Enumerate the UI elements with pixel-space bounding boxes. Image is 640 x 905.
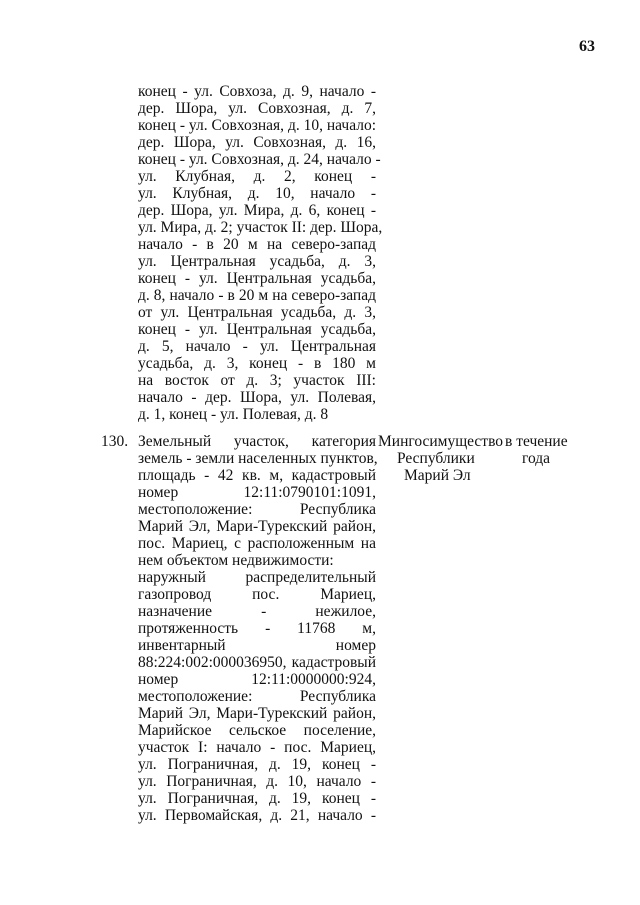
continuation-line: д. 5, начало - ул. Центральная	[138, 338, 376, 355]
description-line: местоположение: Республика	[138, 688, 376, 705]
description-line: газопровод пос. Мариец,	[138, 586, 376, 603]
description-line: инвентарный номер	[138, 637, 376, 654]
description-line: Марийское сельское поселение,	[138, 722, 376, 739]
description-line: протяженность - 11768 м,	[138, 620, 376, 637]
description-line: наружный распределительный	[138, 569, 376, 586]
continuation-line: от ул. Центральная усадьба, д. 3,	[138, 304, 376, 321]
description-line: номер 12:11:0790101:1091,	[138, 484, 376, 501]
description-line: Марий Эл, Мари-Турекский район,	[138, 518, 376, 535]
continuation-line: д. 1, конец - ул. Полевая, д. 8	[138, 406, 329, 423]
continuation-line: ул. Центральная усадьба, д. 3,	[138, 253, 376, 270]
description-line: пос. Мариец, с расположенным на	[138, 535, 376, 552]
continuation-line: конец - ул. Совхоза, д. 9, начало -	[138, 83, 376, 100]
owner-line: Марий Эл	[404, 467, 471, 484]
continuation-line: дер. Шора, ул. Совхозная, д. 7,	[138, 100, 376, 117]
continuation-line: конец - ул. Совхозная, д. 10, начало:	[138, 117, 376, 134]
continuation-line: дер. Шора, ул. Мира, д. 6, конец -	[138, 202, 376, 219]
description-line: нем объектом недвижимости:	[138, 552, 334, 569]
continuation-line: ул. Мира, д. 2; участок II: дер. Шора,	[138, 219, 383, 236]
continuation-line: начало - дер. Шора, ул. Полевая,	[138, 389, 376, 406]
description-line: Марий Эл, Мари-Турекский район,	[138, 705, 376, 722]
description-line: площадь - 42 кв. м, кадастровый	[138, 467, 376, 484]
continuation-line: конец - ул. Центральная усадьба,	[138, 321, 376, 338]
continuation-line: на восток от д. 3; участок III:	[138, 372, 376, 389]
page-number: 63	[579, 38, 595, 55]
continuation-line: ул. Клубная, д. 2, конец -	[138, 168, 376, 185]
continuation-line: начало - в 20 м на северо-запад	[138, 236, 376, 253]
continuation-line: дер. Шора, ул. Совхозная, д. 16,	[138, 134, 376, 151]
description-line: ул. Первомайская, д. 21, начало -	[138, 807, 376, 824]
description-line: номер 12:11:0000000:924,	[138, 671, 376, 688]
continuation-line: д. 8, начало - в 20 м на северо-запад	[138, 287, 376, 304]
entry-number: 130.	[101, 433, 129, 450]
description-line: местоположение: Республика	[138, 501, 376, 518]
description-line: Земельный участок, категория	[138, 433, 376, 450]
term-line: года	[522, 450, 551, 467]
continuation-line: конец - ул. Центральная усадьба,	[138, 270, 376, 287]
continuation-line: ул. Клубная, д. 10, начало -	[138, 185, 376, 202]
continuation-line: конец - ул. Совхозная, д. 24, начало -	[138, 151, 381, 168]
continuation-line: усадьба, д. 3, конец - в 180 м	[138, 355, 376, 372]
description-line: земель - земли населенных пунктов,	[138, 450, 378, 467]
description-line: участок I: начало - пос. Мариец,	[138, 739, 376, 756]
description-line: назначение - нежилое,	[138, 603, 376, 620]
description-line: 88:224:002:000036950, кадастровый	[138, 654, 376, 671]
owner-line: Республики	[397, 450, 475, 467]
description-line: ул. Пограничная, д. 19, конец -	[138, 790, 376, 807]
owner-line: Мингосимущество	[378, 433, 504, 450]
description-line: ул. Пограничная, д. 10, начало -	[138, 773, 376, 790]
description-line: ул. Пограничная, д. 19, конец -	[138, 756, 376, 773]
term-line: в течение	[505, 433, 568, 450]
